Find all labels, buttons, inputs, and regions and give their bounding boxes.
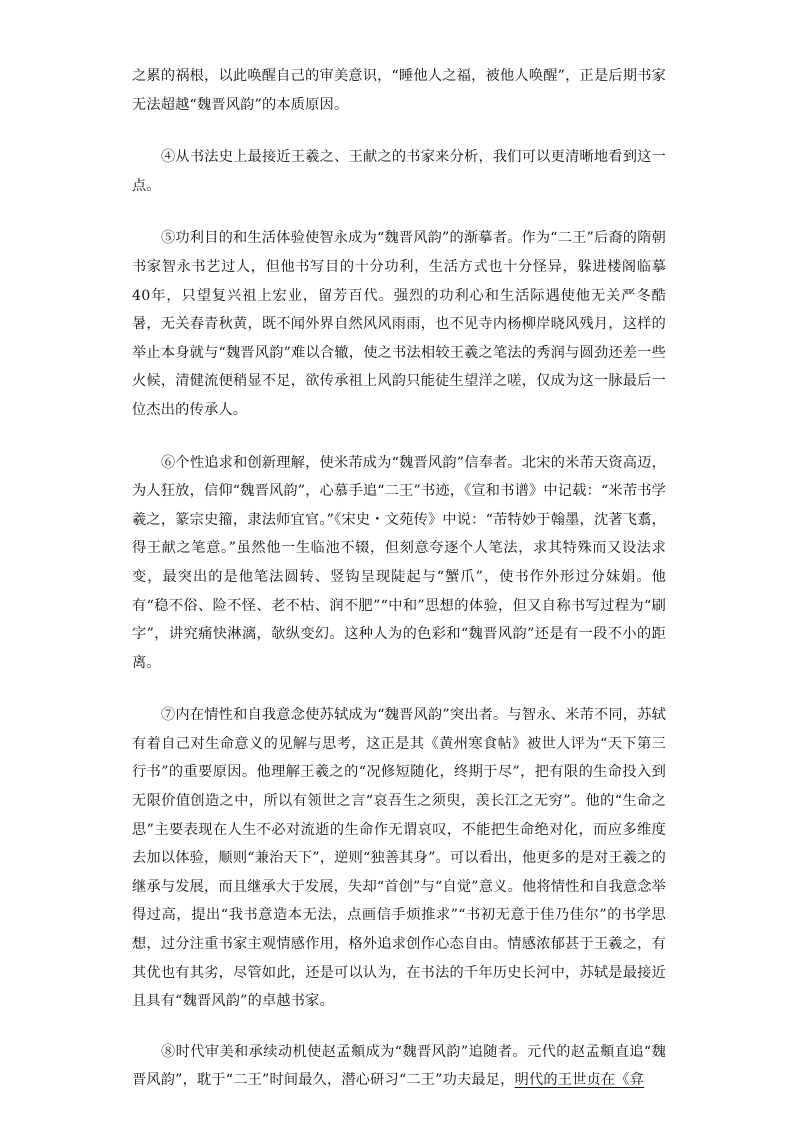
paragraph-8 [132,1038,666,1095]
paragraph-continued: 之累的祸根，以此唤醒自己的审美意识，“睡他人之福，被他人唤醒”，正是后期书家无法超越“魏晋风韵”的本质原因。 [132,68,666,113]
paragraph-8-underlined-text: 明代的王世贞在《弇 [514,1072,645,1089]
paragraph-8-text: ⑧时代审美和承续动机使赵孟頫成为“魏晋风韵”追随者。元代的赵孟頫直追“魏晋风韵”，耽于“二王”时间最久，潜心研习“二王”功夫最足， [132,1043,666,1089]
document-page [132,62,666,1095]
paragraph-4: ④从书法史上最接近王羲之、王献之的书家来分析，我们可以更清晰地看到这一点。 [132,149,666,194]
paragraph-6: ⑥个性追求和创新理解，使米芾成为“魏晋风韵”信奉者。北宋的米芾天资高迈，为人狂放，信仰“魏晋风韵”，心慕手追“二王”书迹，《宣和书谱》中记载：“米芾书学羲之，篆宗史籀，隶法师宜官。”《宋史・文苑传》中说：“芾特妙于翰墨，沈著飞翥，得王献之笔意。”虽然他一生临池不辍，但刻意夸逐个人笔法，求其特殊而又设法求变，最突出的是他笔法圆转、竖钩呈现陡起与“蟹爪”，使书作外形过分妹娟。他有“稳不俗、险不怪、老不枯、润不肥”“中和”思想的体验，但又自称书写过程为“刷字”，讲究痛快淋漓，欹纵变幻。这种人为的色彩和“魏晋风韵”还是有一段不小的距离。 [132,454,666,671]
paragraph-5: ⑤功利目的和生活体验使智永成为“魏晋风韵”的渐摹者。作为“二王”后裔的隋朝书家智永书艺过人，但他书写目的十分功利，生活方式也十分怪异，躲进楼阁临摹40年，只望复兴祖上宏业，留芳百代。强烈的功利心和生活际遇使他无关严冬酷暑，无关春青秋黄，既不闻外界自然风风雨雨，也不见寺内杨柳岸晓风残月，这样的举止本身就与“魏晋风韵”难以合辙，使之书法相较王羲之笔法的秀润与圆劲还差一些火候，清健流便稍显不足，欲传承祖上风韵只能徒生望洋之嗟，仅成为这一脉最后一位杰出的传承人。 [132,230,666,418]
paragraph-7: ⑦内在情性和自我意念使苏轼成为“魏晋风韵”突出者。与智永、米芾不同，苏轼有着自己对生命意义的见解与思考，这正是其《黄州寒食帖》被世人评为“天下第三行书”的重要原因。他理解王羲之的“况修短随化，终期于尽”，把有限的生命投入到无限价值创造之中，所以有领世之言“哀吾生之须臾，羡长江之无穷”。他的“生命之思”主要表现在人生不必对流逝的生命作无谓哀叹，不能把生命绝对化，而应多维度去加以体验，顺则“兼治天下”，逆则“独善其身”。可以看出，他更多的是对王羲之的继承与发展，而且继承大于发展，失却“首创”与“自觉”意义。他将情性和自我意念举得过高，提出“我书意造本无法，点画信手烦推求”“书初无意于佳乃佳尔”的书学思想，过分注重书家主观情感作用，格外追求创作心态自由。情感浓郁甚于王羲之，有其优也有其劣，尽管如此，还是可以认为，在书法的千年历史长河中，苏轼是最接近且具有“魏晋风韵”的卓越书家。 [132,707,666,1010]
